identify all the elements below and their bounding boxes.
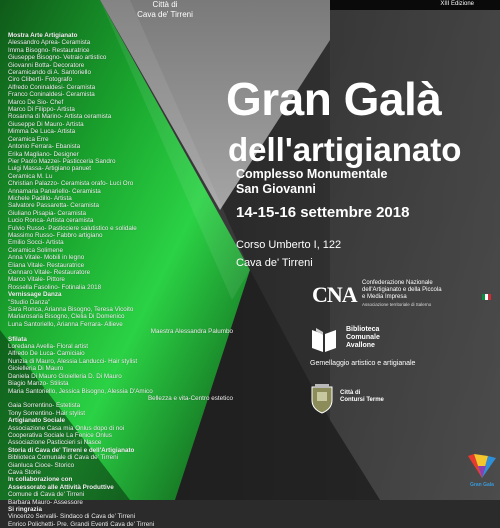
address xyxy=(236,236,341,272)
credits-heading: Assessorato alle Attività Produttive xyxy=(8,483,114,491)
credits-line: Maestra Alessandra Palumbo xyxy=(150,328,233,336)
credits-line: Luna Santoriello, Arianna Ferrara- Allieve xyxy=(8,320,123,328)
credits-line: Alessandro Aprea- Ceramista xyxy=(8,39,91,47)
credits-line: Giuseppe Di Mauro- Artista xyxy=(8,120,84,128)
address-line-2: Cava de' Tirreni xyxy=(236,257,313,269)
credits-line: Emilio Socci- Artista xyxy=(8,239,64,247)
venue xyxy=(236,167,387,197)
cna-line-1: Confederazione Nazionale xyxy=(362,280,433,286)
credits-heading: Si ringrazia xyxy=(8,506,42,513)
credits-line: Nunzia di Mauro, Alessia Landucci- Hair stylist xyxy=(8,357,138,365)
cna-line-4: Associazione territoriale di Salerno xyxy=(362,302,432,307)
title-line-1: Gran Galà xyxy=(226,73,442,125)
credits-line: Associazione Casa mia Onlus dopo di noi xyxy=(8,424,125,432)
corner-logo-text: Gran Gala xyxy=(470,482,494,488)
credits-heading: Sfilata xyxy=(8,335,27,343)
credits-line: Comune di Cava de' Tirreni xyxy=(8,491,85,499)
credits-line: Daniela Di Mauro Gioielleria D. Di Mauro xyxy=(8,372,122,380)
credits-line: Giovanni Botta- Decoratore xyxy=(8,61,85,69)
credits-line: Ceramicando di A. Santoriello xyxy=(8,69,91,77)
credits-heading: Artigianato Sociale xyxy=(8,417,66,425)
credits-line: Franco Coninaldesi- Ceramista xyxy=(8,91,95,99)
credits-line: Imma Bisogno- Restauratrice xyxy=(8,46,90,54)
credits-line: Associazione Pasticcieri si Nasce xyxy=(8,439,102,447)
event-dates: 14-15-16 settembre 2018 xyxy=(236,204,410,221)
top-right-box xyxy=(330,0,500,10)
credits-line: Cooperativa Sociale La Fenice Onlus xyxy=(8,431,112,439)
credits-line: Barbara Mauro- Assessore xyxy=(8,498,83,506)
credits-line: Cava Storie xyxy=(8,468,41,476)
credits-line: Enrico Polichetti- Pre. Grandi Eventi Cava de' Tirreni xyxy=(8,520,155,528)
credits-line: Massimo Russo- Fabbro artigiano xyxy=(8,231,103,239)
credits-line: Luigi Massa- Artigiano panuet xyxy=(8,165,91,173)
corner-logo xyxy=(464,452,500,492)
credits-line: Annamaria Panariello- Ceramista xyxy=(8,187,101,195)
credits-line: Lucio Ronca- Artista ceramista xyxy=(8,217,94,225)
credits-list xyxy=(8,32,243,528)
credits-line: Marco De Sio- Chef xyxy=(8,98,64,106)
italian-flag-icon xyxy=(482,294,491,300)
credits-line: Giuliano Pisapia- Ceramista xyxy=(8,209,87,217)
biblioteca-subtitle: Gemellaggio artistico e artigianale xyxy=(310,360,416,367)
credits-heading: In collaborazione con xyxy=(8,476,73,484)
cna-line-2: dell'Artigianato e della Piccola xyxy=(362,287,442,293)
credits-line: Anna Vitale- Mobili in legno xyxy=(8,254,85,262)
contursi-line-1: Città di xyxy=(340,390,361,396)
credits-line: Gianluca Cioce- Storico xyxy=(8,461,75,469)
credits-line: Ceramica Solimene xyxy=(8,246,63,254)
credits-line: Fulvio Russo- Pasticciere salutistico e solidale xyxy=(8,224,137,232)
credits-line: Christian Palazzo- Ceramista orafo- Luci Oro xyxy=(8,180,134,188)
top-banner-text: Città di Cava de' Tirreni xyxy=(137,0,193,19)
credits-line: Biblioteca Comunale di Cava de' Tirreni xyxy=(8,454,119,462)
venue-line-1: Complesso Monumentale xyxy=(236,167,388,181)
title-line-2: dell'artigianato xyxy=(228,131,462,168)
credits-line: Alfredo De Luca- Camiciaio xyxy=(8,350,85,358)
biblioteca-line-1: Biblioteca xyxy=(346,326,380,333)
credits-heading: Storia di Cava de' Tirreni e dell'Artigianato xyxy=(8,446,135,454)
address-line-1: Corso Umberto I, 122 xyxy=(236,239,342,251)
credits-line: Gaia Sorrentino- Estetista xyxy=(8,402,81,410)
credits-line: Alfredo Coninaldesi- Ceramista xyxy=(8,83,96,91)
contursi-logo xyxy=(310,384,450,418)
biblioteca-line-2: Comunale xyxy=(346,334,380,341)
credits-heading: Vernissage Danza xyxy=(8,291,62,299)
cna-mark: CNA xyxy=(312,282,357,307)
cna-text xyxy=(362,280,442,308)
cna-logo xyxy=(312,280,492,310)
credits-line: Bellezza e vita-Centro estetico xyxy=(147,394,233,402)
credits-line: Ceramica Erre xyxy=(8,135,49,143)
crest-icon xyxy=(310,384,334,414)
book-icon xyxy=(310,326,338,354)
credits-line: Ciro Clibertì- Fotografo xyxy=(8,76,73,84)
credits-line: Erika Magliano- Designer xyxy=(8,150,79,158)
credits-line: Biagio Manzo- Stilista xyxy=(8,380,69,388)
credits-line: Pier Paolo Mazzei- Pasticceria Sandro xyxy=(8,157,116,165)
credits-line: Gennaro Vitale- Restauratore xyxy=(8,269,91,276)
credits-line: Eliana Vitale- Restauratrice xyxy=(8,261,85,269)
credits-line: Loredana Avella- Floral artist xyxy=(8,343,89,351)
credits-line: Maria Santoriello, Jessica Bisogno, Alessia D'Amico xyxy=(8,387,153,395)
credits-line: Mimma De Luca- Artista xyxy=(8,128,76,136)
credits-line: Salvatore Passaretta- Ceramista xyxy=(8,202,99,210)
contursi-line-2: Contursi Terme xyxy=(340,397,384,403)
credits-line: Michele Padillo- Artista xyxy=(8,194,72,202)
star-logo-icon xyxy=(464,452,500,482)
credits-line: Ceramica M. Lu xyxy=(8,172,53,180)
contursi-text xyxy=(340,390,384,404)
credits-line: Giuseppe Bisogno- Vetraio artistico xyxy=(8,54,107,62)
biblioteca-line-3: Avallone xyxy=(346,342,375,349)
biblioteca-logo xyxy=(310,326,495,374)
credits-line: Antonio Ferrara- Ebanista xyxy=(8,143,81,151)
cna-line-3: e Media Impresa xyxy=(362,294,407,300)
credits-line: Vincenzo Servalli- Sindaco di Cava de' Tirreni xyxy=(8,513,136,521)
credits-line: Mariarosaria Bisogno, Clelia Di Domenico xyxy=(8,313,125,321)
credits-line: Marco Vitale- Pittore xyxy=(8,276,65,284)
credits-line: "Studio Danza" xyxy=(8,298,51,306)
venue-line-2: San Giovanni xyxy=(236,182,316,196)
biblioteca-title xyxy=(346,326,380,350)
credits-line: Gioielleria Di Mauro xyxy=(8,365,64,373)
credits-line: Rossella Fasolino- Fotinalia 2018 xyxy=(8,283,102,291)
credits-line: Tony Sorrentino- Hair stylist xyxy=(8,409,85,417)
credits-line: Sara Ronca, Arianna Bisogno, Teresa Vicoito xyxy=(8,306,134,314)
credits-line: Marco Di Filippo- Artista xyxy=(8,106,75,114)
credits-heading: Mostra Arte Artigianato xyxy=(8,32,78,39)
credits-line: Rosanna di Marino- Artista ceramista xyxy=(8,113,112,121)
edition-label: XIII Edizione xyxy=(440,1,474,7)
